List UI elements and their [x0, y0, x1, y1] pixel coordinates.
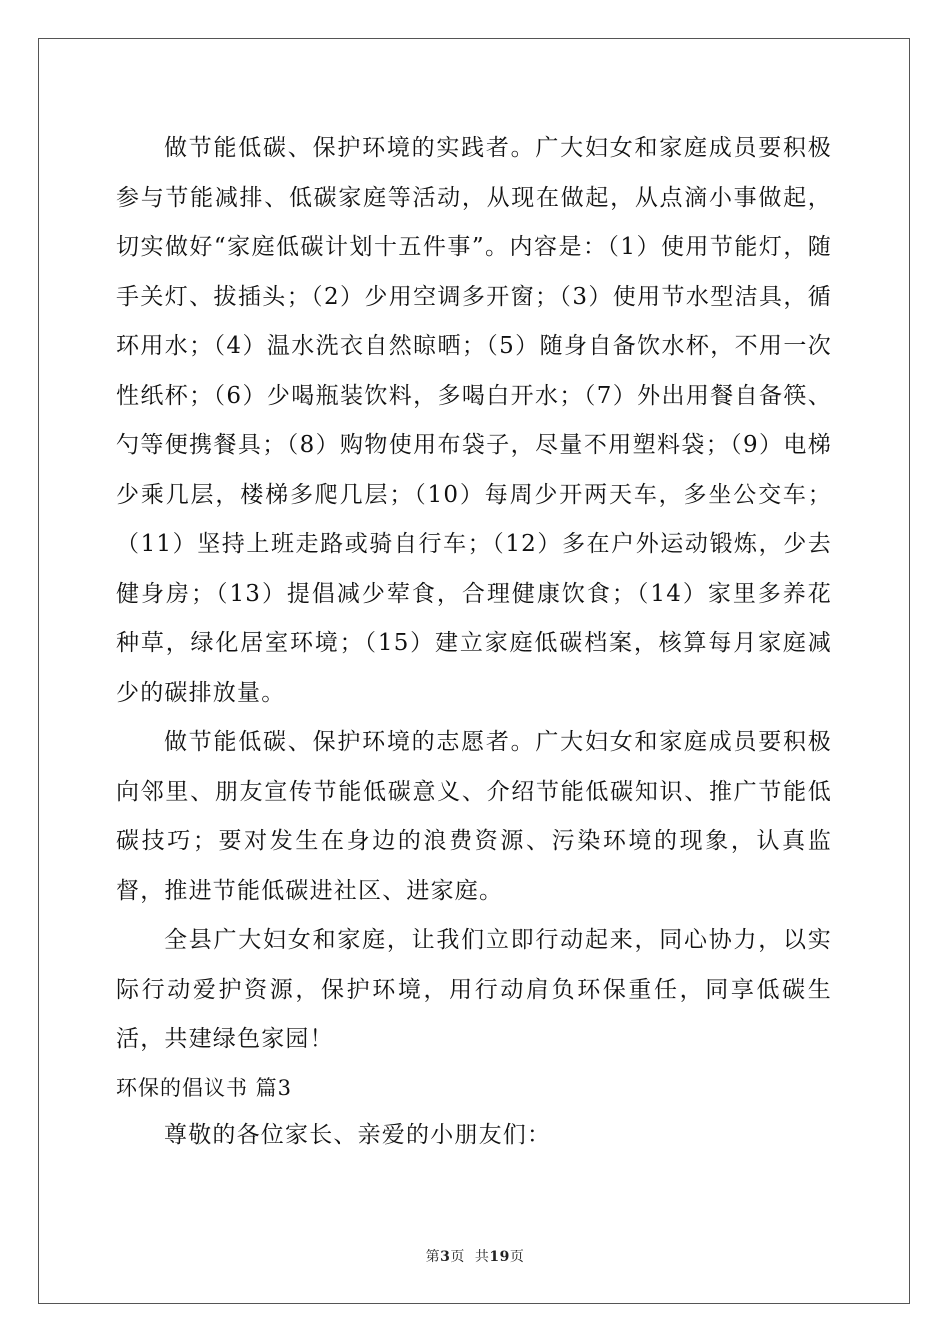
paragraph-practitioner: 做节能低碳、保护环境的实践者。广大妇女和家庭成员要积极参与节能减排、低碳家庭等活动，从现在做起，从点滴小事做起，切实做好“家庭低碳计划十五件事”。内容是：（1）使用节能灯，随手关灯、拔插头；（2）少用空调多开窗；（3）使用节水型洁具，循环用水；（4）温水洗衣自然晾晒；（5）随身自备饮水杯，不用一次性纸杯；（6）少喝瓶装饮料，多喝白开水；（7）外出用餐自备筷、勺等便携餐具；（8）购物使用布袋子，尽量不用塑料袋；（9）电梯少乘几层，楼梯多爬几层；（10）每周少开两天车，多坐公交车；（11）坚持上班走路或骑自行车；（12）多在户外运动锻炼，少去健身房；（13）提倡减少荤食，合理健康饮食；（14）家里多养花种草，绿化居室环境；（15）建立家庭低碳档案，核算每月家庭减少的碳排放量。 — [116, 135, 832, 706]
footer-page-suffix: 页 — [509, 1249, 525, 1265]
footer-page-total: 19 — [489, 1249, 510, 1265]
document-body — [116, 124, 832, 1160]
footer-page-number: 3 — [440, 1249, 451, 1265]
footer-page-prefix: 第 — [425, 1249, 441, 1265]
paragraph-volunteer: 做节能低碳、保护环境的志愿者。广大妇女和家庭成员要积极向邻里、朋友宣传节能低碳意义、介绍节能低碳知识、推广节能低碳技巧；要对发生在身边的浪费资源、污染环境的现象，认真监督，推进节能低碳进社区、进家庭。 — [116, 729, 832, 904]
section-heading: 环保的倡议书 篇3 — [116, 1075, 293, 1100]
footer-page-mid: 页 共 — [450, 1249, 490, 1265]
page-footer — [0, 1246, 950, 1266]
greeting-line: 尊敬的各位家长、亲爱的小朋友们： — [164, 1121, 552, 1148]
paragraph-call-to-action: 全县广大妇女和家庭，让我们立即行动起来，同心协力，以实际行动爱护资源，保护环境，用行动肩负环保重任，同享低碳生活，共建绿色家园！ — [116, 927, 832, 1052]
